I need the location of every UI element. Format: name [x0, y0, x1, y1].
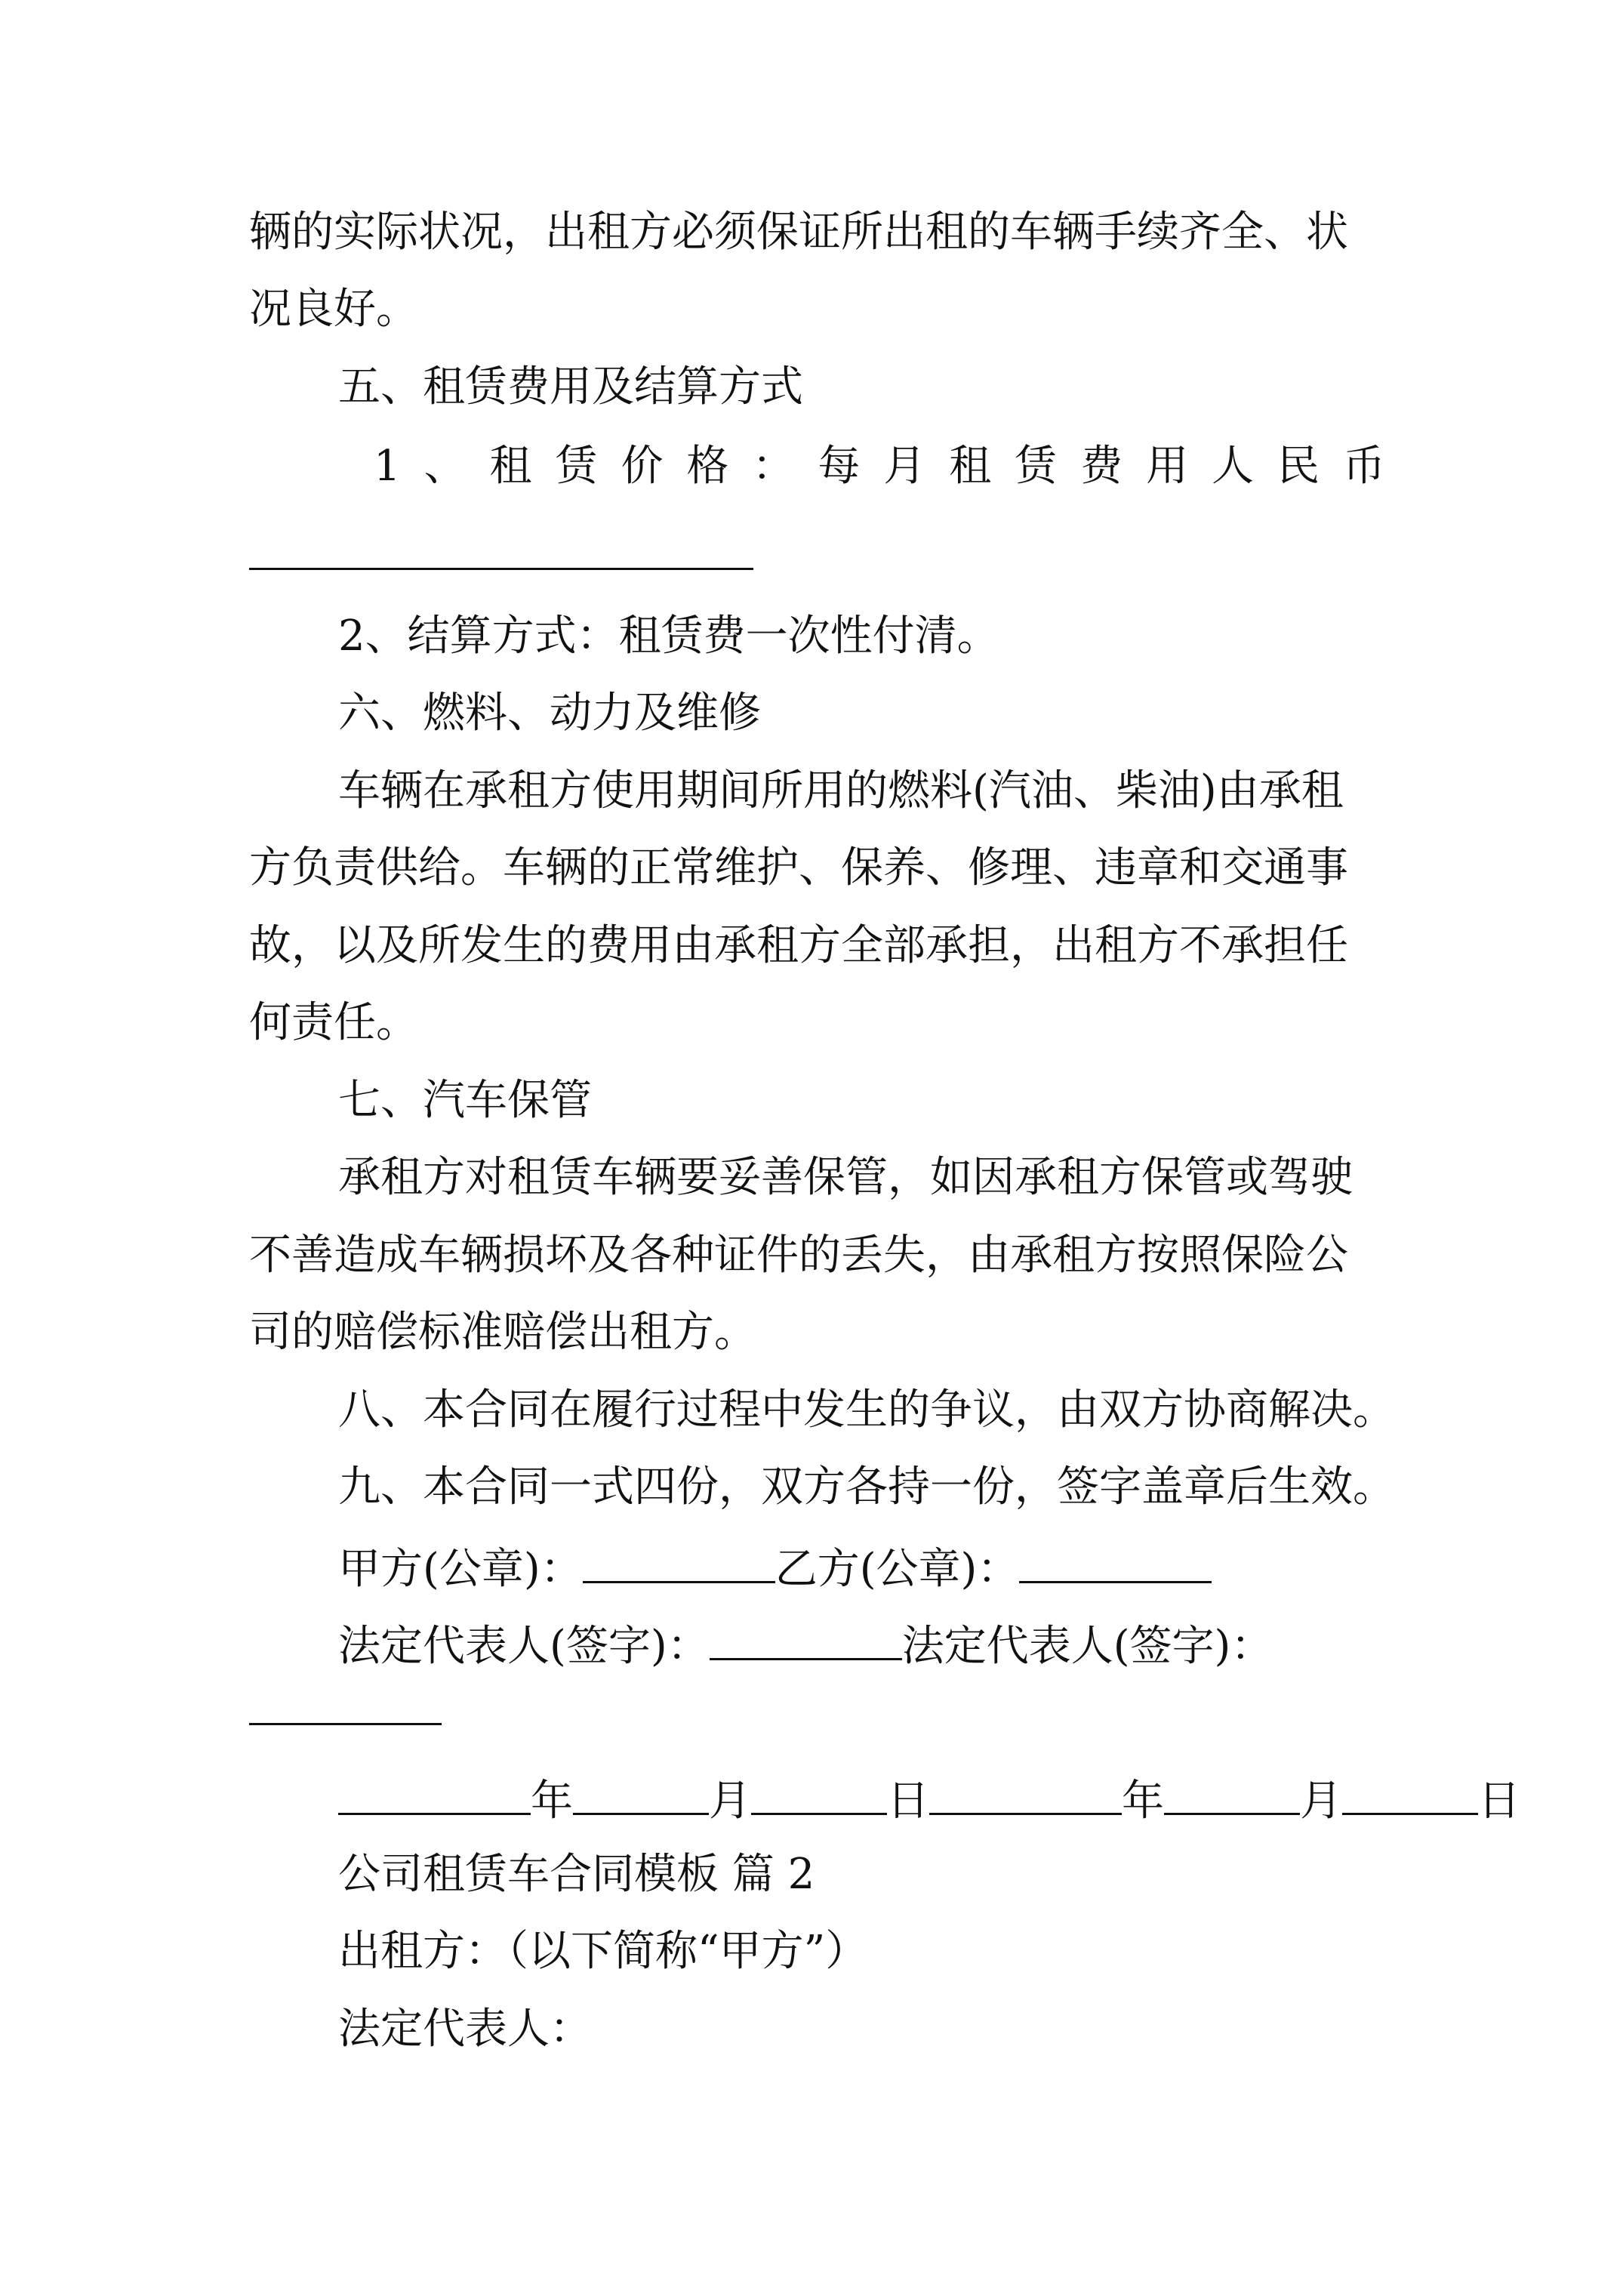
day-blank: [751, 1771, 887, 1815]
rental-price-char: 1: [374, 442, 401, 491]
paragraph-line: 司的赔偿标准赔偿出租方。: [249, 1308, 756, 1357]
rental-price-char: 、: [423, 442, 467, 491]
rental-price-char: 价: [621, 442, 664, 491]
year-blank: [929, 1771, 1122, 1815]
party-seal-line: [338, 1539, 1385, 1592]
month-label: 月: [709, 1777, 751, 1826]
party-b-seal-label: 乙方(公章)：: [775, 1545, 1020, 1594]
day-blank: [1342, 1771, 1478, 1815]
year-label: 年: [531, 1777, 573, 1826]
section-heading-6: 六、燃料、动力及维修: [338, 689, 761, 738]
month-label: 月: [1300, 1777, 1342, 1826]
section-heading-9: 九、本合同一式四份，双方各持一份，签字盖章后生效。: [338, 1462, 1395, 1512]
party-b-representative-label: 法定代表人(签字)：: [901, 1622, 1273, 1671]
settlement-method-line: 2、结算方式：租赁费一次性付清。: [338, 612, 999, 661]
party-a-seal-label: 甲方(公章)：: [338, 1545, 583, 1594]
year-label: 年: [1122, 1777, 1164, 1826]
contract-template-title: 公司租赁车合同模板 篇 2: [338, 1850, 815, 1899]
month-blank: [1164, 1771, 1300, 1815]
rental-price-char: 赁: [1015, 442, 1058, 491]
paragraph-line: 承租方对租赁车辆要妥善保管，如因承租方保管或驾驶: [338, 1153, 1353, 1202]
rental-price-char: ：: [752, 442, 795, 491]
paragraph-line: 况良好。: [249, 285, 418, 334]
party-a-representative-blank: [710, 1616, 902, 1660]
rental-price-char: 币: [1342, 442, 1385, 491]
section-heading-5: 五、租赁费用及结算方式: [338, 362, 803, 411]
rental-price-char: 人: [1212, 442, 1255, 491]
month-blank: [573, 1771, 709, 1815]
paragraph-line: 何责任。: [249, 998, 418, 1047]
paragraph-line: 不善造成车辆损坏及各种证件的丢失，由承租方按照保险公: [249, 1231, 1348, 1280]
day-label: 日: [887, 1777, 929, 1826]
paragraph-line: 车辆在承租方使用期间所用的燃料(汽油、柴油)由承租: [338, 766, 1344, 815]
fill-in-blank: [249, 568, 753, 570]
year-blank: [338, 1771, 531, 1815]
rental-price-line: [374, 440, 1385, 493]
day-label: 日: [1478, 1777, 1520, 1826]
section-heading-8: 八、本合同在履行过程中发生的争议，由双方协商解决。: [338, 1385, 1395, 1435]
rental-price-char: 民: [1277, 442, 1320, 491]
section-heading-7: 七、汽车保管: [338, 1076, 592, 1125]
rental-price-char: 赁: [555, 442, 598, 491]
party-b-seal-blank: [1019, 1539, 1212, 1583]
rental-price-char: 每: [818, 442, 861, 491]
rental-price-char: 月: [883, 442, 926, 491]
paragraph-line: 故，以及所发生的费用由承租方全部承担，出租方不承担任: [249, 921, 1348, 970]
paragraph-line: 方负责供给。车辆的正常维护、保养、修理、违章和交通事: [249, 843, 1348, 892]
fill-in-blank: [249, 1723, 442, 1725]
rental-price-char: 租: [949, 442, 992, 491]
representative-sign-line: [338, 1616, 1385, 1669]
rental-price-char: 格: [686, 442, 729, 491]
lessor-line: 出租方：（以下简称“甲方”）: [338, 1927, 868, 1976]
rental-price-char: 租: [489, 442, 532, 491]
rental-price-char: 费: [1080, 442, 1123, 491]
legal-representative-line: 法定代表人：: [338, 2005, 592, 2054]
party-a-seal-blank: [583, 1539, 775, 1583]
party-a-representative-label: 法定代表人(签字)：: [338, 1622, 710, 1671]
rental-price-char: 用: [1146, 442, 1189, 491]
paragraph-line: 辆的实际状况，出租方必须保证所出租的车辆手续齐全、状: [249, 208, 1348, 257]
signing-date-line: [338, 1771, 1520, 1826]
